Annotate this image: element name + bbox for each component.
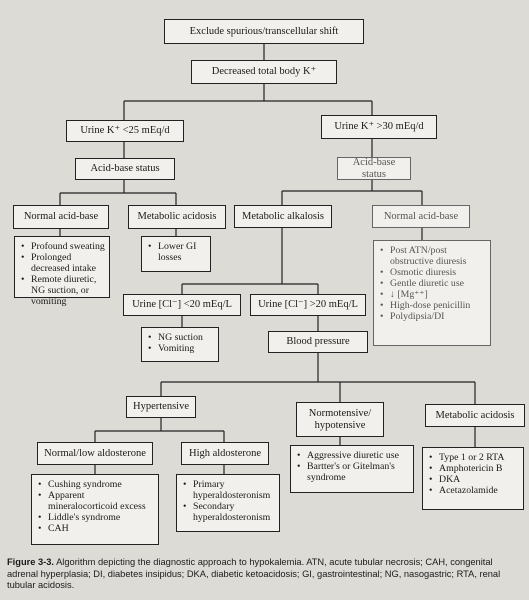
list-item: • ↓ [Mg⁺⁺]: [380, 289, 486, 300]
list-item: • Post ATN/post obstructive diuresis: [380, 245, 486, 267]
acid-base-status-right-node: Acid-base status: [337, 157, 411, 180]
list-item: • Aggressive diuretic use: [297, 450, 409, 461]
list-item: • Profound sweating: [21, 241, 105, 252]
normal-acid-base-causes-list: [14, 236, 110, 307]
figure-label: Figure 3-3.: [7, 557, 55, 567]
list-item: • Acetazolamide: [429, 485, 519, 496]
list-item: • Remote diuretic, NG suction, or vomiting: [21, 274, 105, 307]
metabolic-acidosis-causes-list: [141, 236, 211, 272]
list-item: • Lower GI losses: [148, 241, 206, 263]
list-item: • Liddle's syndrome: [38, 512, 154, 523]
urine-k-low-node: Urine K⁺ <25 mEq/d: [66, 120, 184, 142]
hypertensive-node: Hypertensive: [126, 396, 196, 418]
list-item: • CAH: [38, 523, 154, 534]
metabolic-acidosis-right-node: Metabolic acidosis: [425, 404, 525, 427]
list-item: • DKA: [429, 474, 519, 485]
list-item: • Primary hyperaldosteronism: [183, 479, 275, 501]
blood-pressure-node: Blood pressure: [268, 331, 368, 353]
metabolic-alkalosis-node: Metabolic alkalosis: [234, 205, 332, 228]
list-item: • Secondary hyperaldosteronism: [183, 501, 275, 523]
figure-caption-text: Algorithm depicting the diagnostic approach to hypokalemia. ATN, acute tubular necrosis; CAH, congenital adrenal hyperplasia; DI, diabetes insipidus; DKA, diabetic ketoacidosis; GI, gastrointestinal; NG, nasogastric; RTA, renal tubular acidosis.: [7, 557, 501, 590]
list-item: • Type 1 or 2 RTA: [429, 452, 519, 463]
high-aldosterone-causes-list: [176, 474, 280, 532]
decreased-total-k-node: Decreased total body K⁺: [191, 60, 337, 84]
urine-k-high-node: Urine K⁺ >30 mEq/d: [321, 115, 437, 139]
urine-cl-high-node: Urine [Cl⁻] >20 mEq/L: [250, 294, 366, 316]
urine-cl-low-node: Urine [Cl⁻] <20 mEq/L: [123, 294, 241, 316]
normal-acid-base-right-node: Normal acid-base: [372, 205, 470, 228]
normotensive-hypotensive-node: Normotensive/ hypotensive: [296, 402, 384, 437]
low-aldosterone-causes-list: [31, 474, 159, 545]
high-aldosterone-node: High aldosterone: [181, 442, 269, 465]
list-item: • NG suction: [148, 332, 214, 343]
list-item: • Polydipsia/DI: [380, 311, 486, 322]
metabolic-acidosis-left-node: Metabolic acidosis: [128, 205, 226, 229]
renal-acidosis-causes-list: [422, 447, 524, 510]
list-item: • Vomiting: [148, 343, 214, 354]
list-item: • Amphotericin B: [429, 463, 519, 474]
list-item: • Gentle diuretic use: [380, 278, 486, 289]
list-item: • Bartter's or Gitelman's syndrome: [297, 461, 409, 483]
normal-acid-base-left-node: Normal acid-base: [13, 205, 109, 229]
renal-normal-acid-base-causes-list: [373, 240, 491, 346]
exclude-shift-node: Exclude spurious/transcellular shift: [164, 19, 364, 44]
normotensive-causes-list: [290, 445, 414, 493]
list-item: • Cushing syndrome: [38, 479, 154, 490]
list-item: • High-dose penicillin: [380, 300, 486, 311]
figure-caption: [7, 557, 525, 592]
list-item: • Apparent mineralocorticoid excess: [38, 490, 154, 512]
list-item: • Prolonged decreased intake: [21, 252, 105, 274]
normal-low-aldosterone-node: Normal/low aldosterone: [37, 442, 153, 465]
urine-cl-low-causes-list: [141, 327, 219, 362]
acid-base-status-left-node: Acid-base status: [75, 158, 175, 180]
list-item: • Osmotic diuresis: [380, 267, 486, 278]
